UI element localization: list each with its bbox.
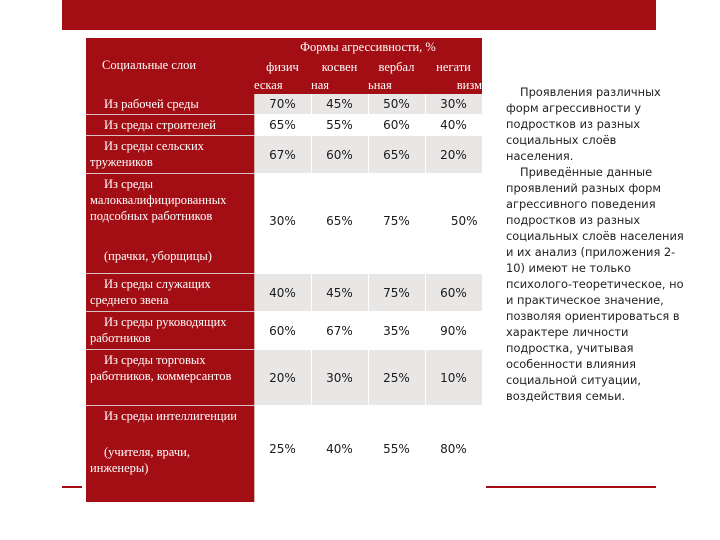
value-cell: 30% <box>425 94 482 115</box>
value-cell: 80% <box>425 406 482 502</box>
subheader-verbal: вербал <box>368 58 425 76</box>
table-header-row <box>86 38 482 58</box>
title-bar <box>62 0 656 30</box>
row-label: Из среды интеллигенции (учителя, врачи, инженеры) <box>86 406 254 502</box>
table-row <box>86 174 482 274</box>
aggression-table <box>86 38 483 502</box>
value-cell: 55% <box>311 115 368 136</box>
subheader-verbal-cont: ьная <box>368 76 425 94</box>
table-row <box>86 312 482 350</box>
subheader-negativism-cont: визм <box>425 76 482 94</box>
value-cell: 40% <box>425 115 482 136</box>
value-cell: 20% <box>254 350 311 406</box>
label-header: Социальные слои <box>102 58 197 72</box>
row-note: (учителя, врачи, инженеры) <box>90 445 190 475</box>
value-cell: 70% <box>254 94 311 115</box>
subheader-physical-cont: еская <box>254 76 311 94</box>
value-cell: 30% <box>311 350 368 406</box>
table-row <box>86 94 482 115</box>
value-cell: 25% <box>254 406 311 502</box>
row-label: Из среды строителей <box>86 115 254 136</box>
value-cell: 10% <box>425 350 482 406</box>
group-header: Формы агрессивности, % <box>254 38 482 58</box>
value-cell: 40% <box>254 274 311 312</box>
row-label: Из среды сельских тружеников <box>86 136 254 174</box>
value-cell: 65% <box>368 136 425 174</box>
side-description <box>506 84 686 404</box>
value-cell: 35% <box>368 312 425 350</box>
subheader-negativism: негати <box>425 58 482 76</box>
value-cell: 60% <box>425 274 482 312</box>
label-header-cell <box>86 38 254 94</box>
value-cell: 75% <box>368 274 425 312</box>
value-cell: 65% <box>254 115 311 136</box>
value-cell: 90% <box>425 312 482 350</box>
value-cell: 60% <box>254 312 311 350</box>
table-row <box>86 136 482 174</box>
subheader-indirect-cont: ная <box>311 76 368 94</box>
value-cell: 67% <box>311 312 368 350</box>
row-label: Из рабочей среды <box>86 94 254 115</box>
value-cell: 50% <box>368 94 425 115</box>
table-row <box>86 115 482 136</box>
divider-left <box>62 486 82 488</box>
table-row <box>86 274 482 312</box>
value-cell: 60% <box>368 115 425 136</box>
value-cell: 40% <box>311 406 368 502</box>
value-cell: 30% <box>254 174 311 274</box>
value-cell: 45% <box>311 274 368 312</box>
side-paragraph-2: Приведённые данные проявлений разных форм агрессивного поведения подростков из разных социальных слоёв населения и их анализ (приложения 2-10) имеют не только психолого-теоретическое, но и практическое значение, позволяя ориентироваться в характере личности подростка, учитывая особенности влияния социальной ситуации, воздействия семьи. <box>506 165 684 403</box>
row-label: Из среды малоквалифицированных подсобных работников (прачки, уборщицы) <box>86 174 254 274</box>
value-cell: 20% <box>425 136 482 174</box>
subheader-indirect: косвен <box>311 58 368 76</box>
divider-right <box>486 486 656 488</box>
row-note: (прачки, уборщицы) <box>104 249 212 263</box>
side-paragraph-1: Проявления различных форм агрессивности у подростков из разных социальных слоёв населения. <box>506 85 661 163</box>
value-cell: 50% <box>425 174 482 274</box>
subheader-physical: физич <box>254 58 311 76</box>
value-cell: 25% <box>368 350 425 406</box>
table-row <box>86 350 482 406</box>
value-cell: 55% <box>368 406 425 502</box>
value-cell: 45% <box>311 94 368 115</box>
value-cell: 67% <box>254 136 311 174</box>
row-label: Из среды руководящих работников <box>86 312 254 350</box>
value-cell: 75% <box>368 174 425 274</box>
table-row <box>86 406 482 502</box>
value-cell: 65% <box>311 174 368 274</box>
row-label: Из среды торговых работников, коммерсантов <box>86 350 254 406</box>
row-label: Из среды служащих среднего звена <box>86 274 254 312</box>
value-cell: 60% <box>311 136 368 174</box>
